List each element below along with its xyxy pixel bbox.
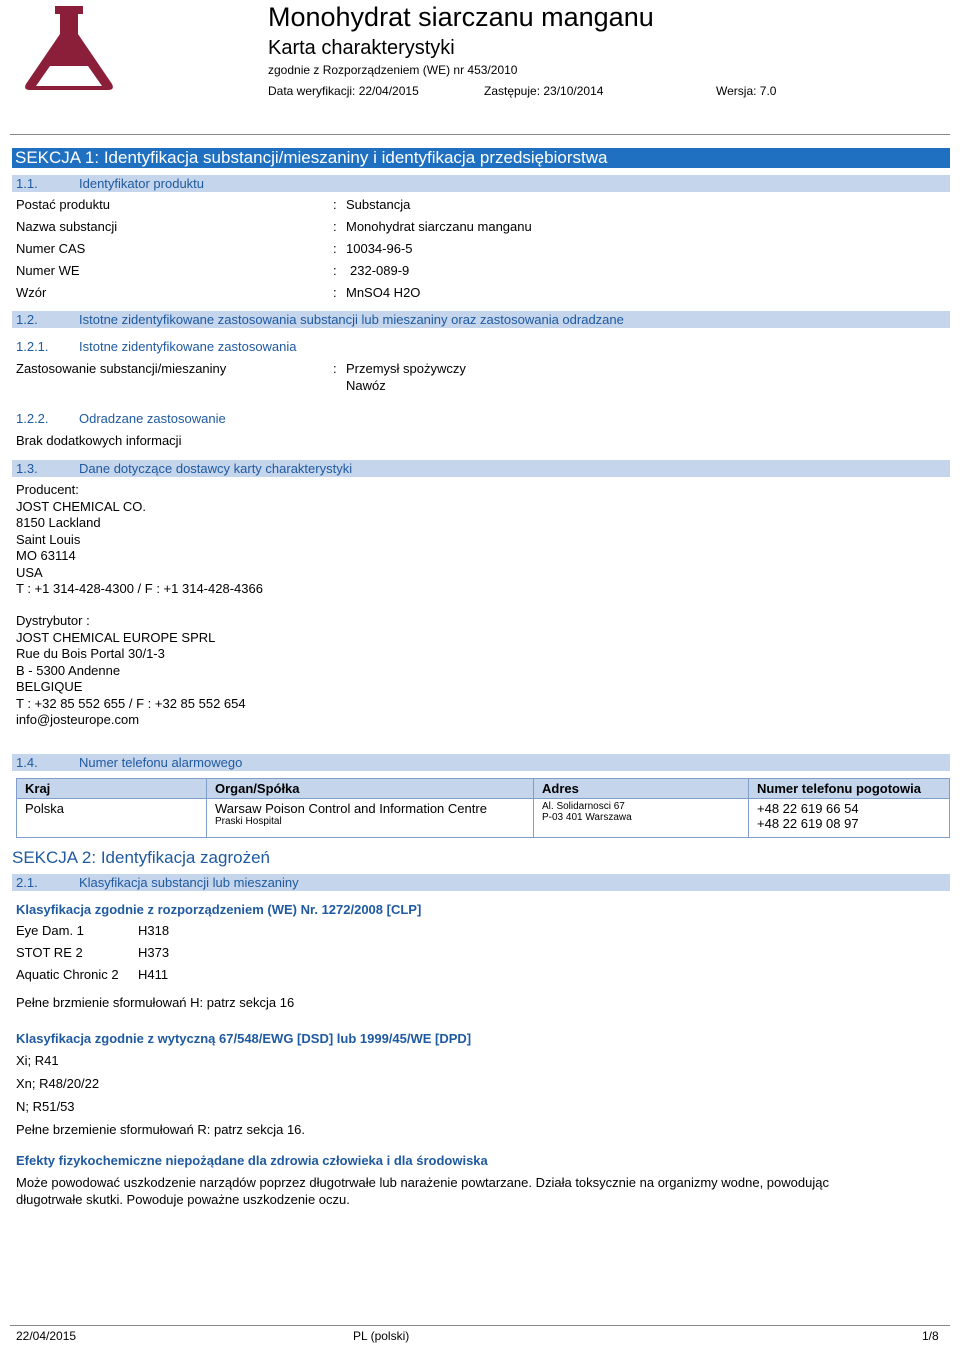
cas-value: 10034-96-5 — [346, 241, 413, 256]
subsection-number: 1.2. — [16, 312, 38, 327]
clp-code: H411 — [138, 967, 169, 982]
producer-line: 8150 Lackland — [16, 515, 101, 530]
regulation-line: zgodnie z Rozporządzeniem (WE) nr 453/2010 — [268, 63, 518, 77]
distributor-line: Rue du Bois Portal 30/1-3 — [16, 646, 165, 661]
phone-cell — [749, 799, 950, 838]
subsection-number: 1.2.2. — [16, 411, 49, 426]
phone-number: +48 22 619 08 97 — [757, 816, 859, 831]
r-phrases-note: Pełne brzemienie sformułowań R: patrz sekcja 16. — [16, 1122, 306, 1137]
column-header: Kraj — [17, 779, 207, 799]
producer-line: USA — [16, 564, 43, 580]
org-cell — [207, 799, 534, 838]
subsection-1-4 — [12, 754, 950, 771]
column-header: Numer telefonu pogotowia — [749, 779, 950, 799]
subsection-number: 1.3. — [16, 461, 38, 476]
formula-label: Wzór — [16, 285, 47, 300]
distributor-line: B - 5300 Andenne — [16, 662, 121, 678]
subsection-number: 2.1. — [16, 875, 38, 890]
subsection-number: 1.4. — [16, 755, 38, 770]
distributor-line: T : +32 85 552 655 / F : +32 85 552 654 — [16, 695, 246, 711]
subsection-1-2 — [12, 311, 950, 328]
subsection-label: Klasyfikacja substancji lub mieszaniny — [79, 875, 299, 890]
colon: : — [333, 285, 337, 300]
distributor-block — [16, 613, 246, 729]
cas-label: Numer CAS — [16, 241, 86, 256]
producer-block — [16, 482, 263, 598]
section-2-title: SEKCJA 2: Identyfikacja zagrożeń — [12, 848, 270, 867]
effects-text-line: Może powodować uszkodzenie narządów poprzez długotrwałe lub narażenie powtarzane. Działa toksycznie na organizmy wodne, powodując — [16, 1175, 829, 1190]
distributor-email-link[interactable]: info@josteurope.com — [16, 712, 140, 727]
use-label: Zastosowanie substancji/mieszaniny — [16, 361, 227, 376]
verification-date: Data weryfikacji: 22/04/2015 — [268, 84, 419, 98]
subsection-label: Istotne zidentyfikowane zastosowania substancji lub mieszaniny oraz zastosowania odradzane — [79, 312, 624, 327]
product-form-label: Postać produktu — [16, 197, 110, 212]
subsection-label: Numer telefonu alarmowego — [79, 755, 243, 770]
clp-row — [16, 967, 316, 982]
subsection-label: Dane dotyczące dostawcy karty charakterystyki — [79, 461, 353, 476]
formula-value: MnSO4 H2O — [346, 285, 421, 300]
document-title: Monohydrat siarczanu manganu — [268, 2, 654, 32]
distributor-line: JOST CHEMICAL EUROPE SPRL — [16, 629, 216, 645]
org-sub: Praski Hospital — [215, 816, 282, 827]
company-logo — [20, 4, 118, 92]
subsection-1-3 — [12, 460, 950, 477]
no-info-text: Brak dodatkowych informacji — [16, 433, 182, 448]
producer-line: Producent: — [16, 482, 79, 497]
h-statements-note: Pełne brzmienie sformułowań H: patrz sekcja 16 — [16, 995, 295, 1010]
colon: : — [333, 197, 337, 212]
subsection-label: Istotne zidentyfikowane zastosowania — [79, 339, 297, 354]
subsection-number: 1.1. — [16, 176, 38, 191]
clp-class: Eye Dam. 1 — [16, 923, 84, 938]
footer-page-number: 1/8 — [922, 1329, 939, 1343]
clp-heading: Klasyfikacja zgodnie z rozporządzeniem (WE) Nr. 1272/2008 [CLP] — [16, 902, 422, 917]
clp-code: H373 — [138, 945, 170, 960]
address-line: Al. Solidarnosci 67 — [542, 801, 625, 812]
ec-number-value: 232-089-9 — [350, 263, 410, 278]
header-divider — [10, 134, 950, 135]
subsection-label: Identyfikator produktu — [79, 176, 205, 191]
producer-line: JOST CHEMICAL CO. — [16, 498, 147, 514]
clp-row — [16, 923, 316, 938]
meta-row — [268, 84, 948, 100]
producer-line: Saint Louis — [16, 531, 81, 547]
country-cell: Polska — [17, 799, 207, 838]
effects-heading: Efekty fizykochemiczne niepożądane dla zdrowia człowieka i dla środowiska — [16, 1153, 488, 1168]
clp-class: Aquatic Chronic 2 — [16, 967, 119, 982]
document-subtitle: Karta charakterystyki — [268, 37, 455, 59]
section-1-title: SEKCJA 1: Identyfikacja substancji/mieszaniny i identyfikacja przedsiębiorstwa — [12, 148, 950, 168]
clp-code: H318 — [138, 923, 170, 938]
dsd-row: Xn; R48/20/22 — [16, 1076, 100, 1091]
dsd-heading: Klasyfikacja zgodnie z wytyczną 67/548/EWG [DSD] lub 1999/45/WE [DPD] — [16, 1031, 472, 1046]
ec-number-label: Numer WE — [16, 263, 80, 278]
footer-date: 22/04/2015 — [16, 1329, 77, 1343]
clp-row — [16, 945, 316, 960]
colon: : — [333, 241, 337, 256]
producer-line: T : +1 314-428-4300 / F : +1 314-428-4366 — [16, 581, 263, 596]
product-form-value: Substancja — [346, 197, 411, 212]
version-label: Wersja: 7.0 — [716, 84, 777, 98]
subsection-label: Odradzane zastosowanie — [79, 411, 226, 426]
clp-class: STOT RE 2 — [16, 945, 83, 960]
subsection-1-1 — [12, 175, 950, 192]
footer-divider — [10, 1325, 950, 1326]
table-row — [17, 799, 950, 838]
subsection-2-1 — [12, 874, 950, 891]
column-header: Organ/Spółka — [207, 779, 534, 799]
distributor-line: Dystrybutor : — [16, 613, 90, 628]
subsection-1-2-1 — [16, 339, 297, 354]
org-name: Warsaw Poison Control and Information Centre — [215, 801, 487, 816]
effects-text-line: długotrwałe skutki. Powoduje poważne uszkodzenie oczu. — [16, 1192, 350, 1207]
phone-number: +48 22 619 66 54 — [757, 801, 859, 816]
dsd-row: Xi; R41 — [16, 1053, 59, 1068]
address-line: P-03 401 Warszawa — [542, 812, 632, 823]
colon: : — [333, 219, 337, 234]
table-header-row — [17, 779, 950, 799]
replaces-date: Zastępuje: 23/10/2014 — [484, 84, 604, 98]
subsection-number: 1.2.1. — [16, 339, 49, 354]
use-value-2: Nawóz — [346, 378, 386, 393]
emergency-table — [16, 778, 950, 838]
use-value-1: Przemysł spożywczy — [346, 361, 466, 376]
distributor-line: BELGIQUE — [16, 679, 83, 694]
dsd-row: N; R51/53 — [16, 1099, 75, 1114]
substance-name-label: Nazwa substancji — [16, 219, 118, 234]
colon: : — [333, 263, 337, 278]
colon: : — [333, 361, 337, 376]
producer-line: MO 63114 — [16, 548, 76, 563]
footer-language: PL (polski) — [353, 1329, 410, 1343]
subsection-1-2-2 — [16, 411, 226, 426]
column-header: Adres — [534, 779, 749, 799]
address-cell — [534, 799, 749, 838]
substance-name-value: Monohydrat siarczanu manganu — [346, 219, 532, 234]
